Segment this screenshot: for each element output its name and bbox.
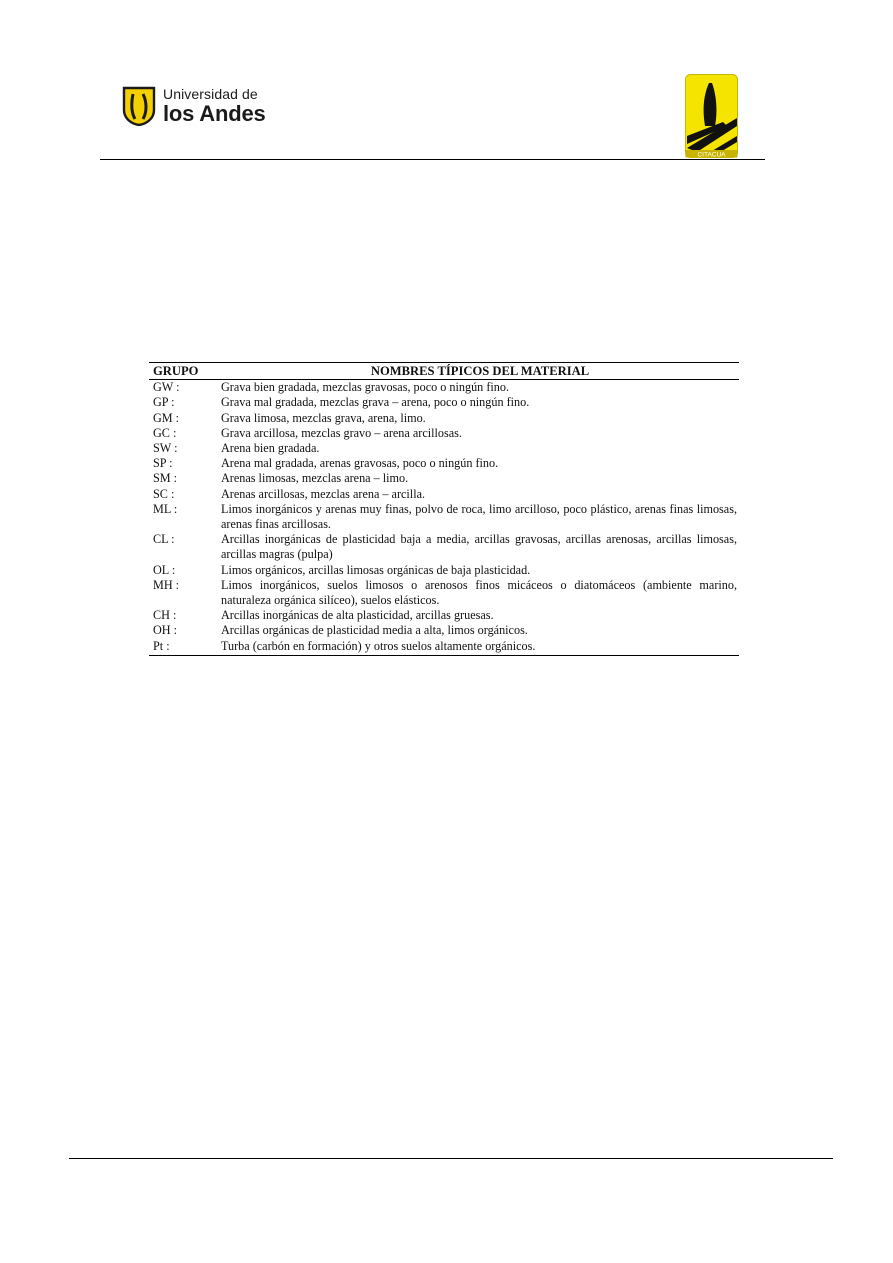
table-row [149, 395, 739, 410]
soil-group-description: Arena bien gradada. [221, 441, 320, 456]
table-body [149, 380, 739, 656]
soil-group-code: CL : [153, 532, 175, 547]
soil-group-code: OH : [153, 623, 178, 638]
soil-group-description: Turba (carbón en formación) y otros suelos altamente orgánicos. [221, 639, 739, 656]
table-row [149, 487, 739, 502]
university-name-line1: Universidad de [163, 86, 258, 102]
soil-group-code: ML : [153, 501, 178, 516]
university-logo [121, 86, 266, 126]
university-name [163, 87, 266, 125]
soil-group-description: Grava mal gradada, mezclas grava – arena, poco o ningún fino. [221, 395, 530, 410]
soil-group-description: Grava bien gradada, mezclas gravosas, poco o ningún fino. [221, 380, 510, 395]
soil-group-code: GP : [153, 395, 175, 410]
table-row [149, 456, 739, 471]
table-row [149, 639, 739, 656]
table-row [149, 426, 739, 441]
soil-group-description: Grava limosa, mezclas grava, arena, limo. [221, 410, 426, 425]
soil-group-code: SC : [153, 486, 175, 501]
soil-group-code: SW : [153, 441, 178, 456]
university-shield-icon [121, 86, 157, 126]
soil-group-description: Limos inorgánicos, suelos limosos o arenosos finos micáceos o diatomáceos (ambiente marino, naturaleza orgánica silíceo), suelos elásticos. [221, 577, 737, 608]
soil-group-description: Arena mal gradada, arenas gravosas, poco o ningún fino. [221, 456, 499, 471]
citacua-logo [685, 74, 738, 158]
table-header-row [149, 363, 739, 380]
soil-group-description: Arcillas inorgánicas de plasticidad baja a media, arcillas gravosas, arcillas arenosas, arcillas limosas, arcillas magras (pulpa) [221, 532, 737, 562]
table-row [149, 623, 739, 638]
soil-group-code: SM : [153, 471, 178, 486]
soil-group-description: Arcillas orgánicas de plasticidad media a alta, limos orgánicos. [221, 623, 528, 638]
citacua-logo-caption: CITACUA [697, 151, 726, 158]
column-header-nombres: NOMBRES TÍPICOS DEL MATERIAL [221, 363, 739, 380]
soil-group-description: Arcillas inorgánicas de alta plasticidad, arcillas gruesas. [221, 608, 494, 623]
table-row [149, 502, 739, 532]
soil-group-code: Pt : [149, 639, 221, 656]
table-row [149, 563, 739, 578]
soil-group-description: Limos inorgánicos y arenas muy finas, polvo de roca, limo arcilloso, poco plástico, arenas finas limosas, arenas finas arcillosas. [221, 501, 737, 532]
column-header-grupo: GRUPO [149, 363, 221, 380]
table-row [149, 441, 739, 456]
soil-group-code: GW : [153, 380, 180, 395]
soil-group-description: Arenas limosas, mezclas arena – limo. [221, 471, 409, 486]
table-row [149, 471, 739, 486]
footer-divider [69, 1158, 833, 1159]
table-row [149, 532, 739, 562]
table-row [149, 411, 739, 426]
soil-group-description: Limos orgánicos, arcillas limosas orgánicas de baja plasticidad. [221, 562, 531, 577]
soil-group-code: SP : [153, 456, 173, 471]
soil-group-code: MH : [153, 577, 180, 592]
table-row [149, 608, 739, 623]
soil-group-code: GM : [153, 410, 180, 425]
soil-group-code: GC : [153, 425, 177, 440]
table-row [149, 380, 739, 396]
soil-group-description: Arenas arcillosas, mezclas arena – arcilla. [221, 486, 426, 501]
header-divider [100, 159, 765, 160]
university-name-line2: los Andes [163, 101, 266, 126]
soil-group-description: Grava arcillosa, mezclas gravo – arena arcillosas. [221, 425, 462, 440]
soil-group-code: CH : [153, 608, 177, 623]
soil-group-code: OL : [153, 562, 176, 577]
table-row [149, 578, 739, 608]
soil-classification-table [149, 362, 739, 656]
